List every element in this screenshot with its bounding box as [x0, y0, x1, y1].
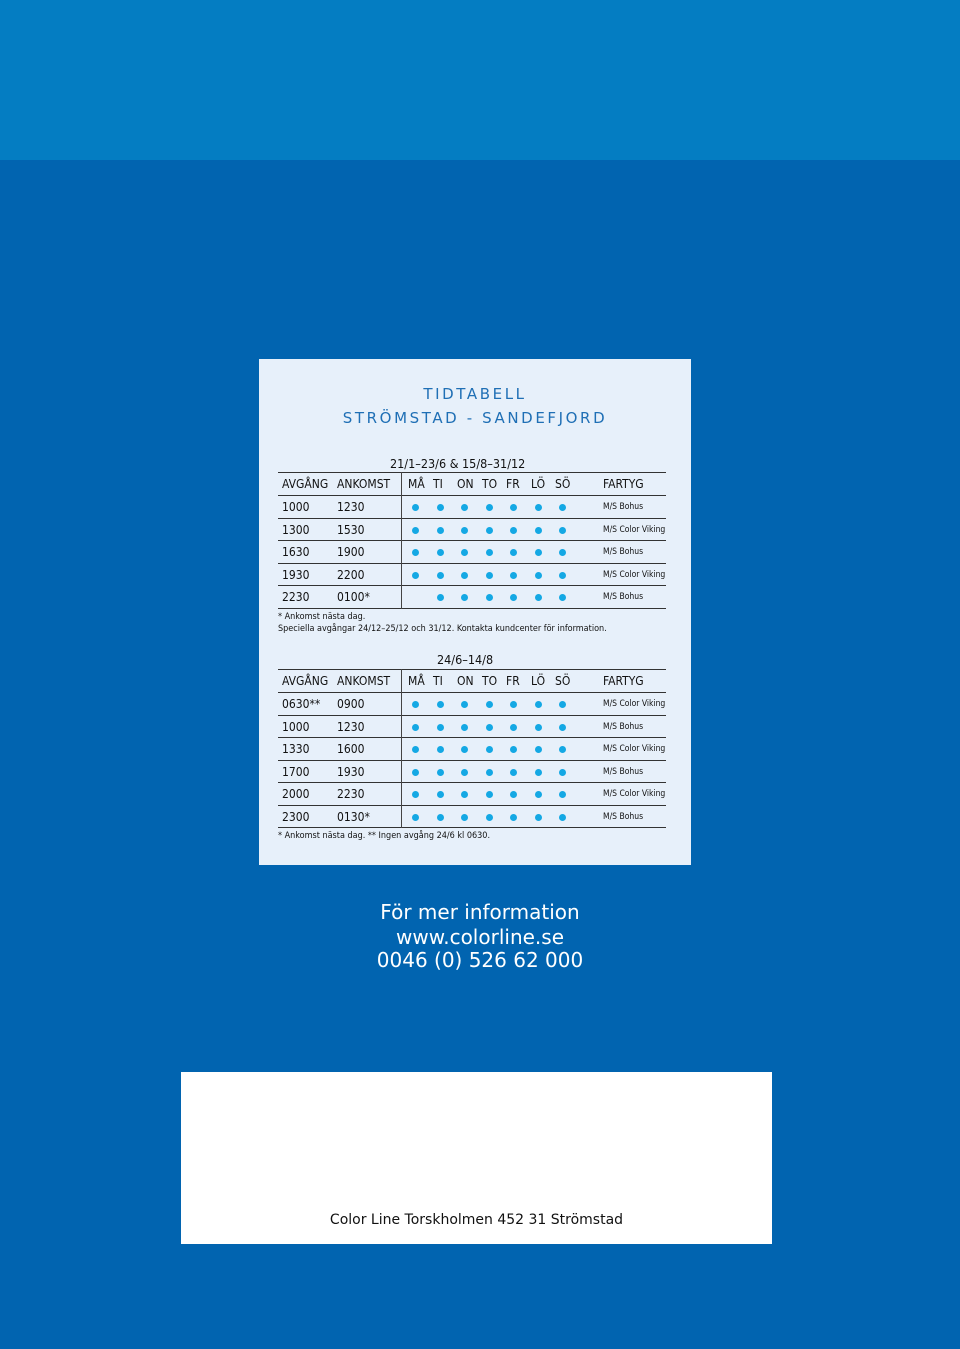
service-day-dot	[486, 594, 493, 601]
service-day-dot	[510, 814, 517, 821]
service-day-dot	[510, 549, 517, 556]
service-day-dot	[535, 594, 542, 601]
header-day: LÖ	[531, 674, 546, 688]
arrival-time: 0900	[337, 697, 365, 711]
service-day-dot	[437, 594, 444, 601]
website-link[interactable]: www.colorline.se	[395, 925, 565, 949]
table-row	[278, 783, 666, 806]
table2-period: 24/6–14/8	[437, 652, 494, 667]
service-day-dot	[510, 769, 517, 776]
service-day-dot	[437, 724, 444, 731]
service-day-dot	[412, 549, 419, 556]
departure-time: 1300	[282, 522, 310, 537]
service-day-dot	[461, 572, 468, 579]
header-day: ON	[457, 674, 474, 688]
arrival-time: 2200	[337, 567, 365, 582]
service-day-dot	[412, 746, 419, 753]
departure-time: 1000	[282, 719, 310, 734]
service-day-dot	[559, 724, 566, 731]
service-day-dot	[559, 701, 566, 708]
service-day-dot	[461, 527, 468, 534]
header-day: TI	[433, 674, 443, 688]
top-color-band	[0, 0, 960, 160]
arrival-time: 1530	[337, 522, 365, 537]
header-day: SÖ	[555, 477, 571, 491]
service-day-dot	[437, 701, 444, 708]
departure-time: 2300	[282, 809, 310, 824]
service-day-dot	[535, 724, 542, 731]
service-day-dot	[412, 504, 419, 511]
timetable-1	[278, 472, 666, 609]
address-text: Color Line Torskholmen 452 31 Strömstad	[329, 1212, 624, 1228]
arrival-time: 2230	[337, 787, 365, 801]
service-day-dot	[510, 724, 517, 731]
departure-time: 1630	[282, 545, 310, 559]
ship-name: M/S Bohus	[603, 811, 644, 822]
service-day-dot	[510, 746, 517, 753]
service-day-dot	[461, 814, 468, 821]
service-day-dot	[535, 746, 542, 753]
arrival-time: 1230	[337, 719, 365, 734]
departure-time: 0630**	[282, 697, 321, 711]
service-day-dot	[535, 549, 542, 556]
service-day-dot	[461, 769, 468, 776]
ship-name: M/S Bohus	[603, 592, 644, 602]
service-day-dot	[461, 791, 468, 798]
service-day-dot	[461, 549, 468, 556]
ship-name: M/S Bohus	[603, 502, 644, 512]
header-day: TO	[482, 674, 498, 688]
service-day-dot	[535, 814, 542, 821]
service-day-dot	[486, 572, 493, 579]
table-row	[278, 541, 666, 564]
header-day: FR	[506, 674, 520, 688]
service-day-dot	[535, 572, 542, 579]
service-day-dot	[535, 504, 542, 511]
ship-name: M/S Color Viking	[603, 789, 666, 799]
header-day: MÅ	[408, 477, 425, 491]
header-day: FR	[506, 477, 520, 491]
departure-time: 1000	[282, 500, 310, 514]
table-row	[278, 564, 666, 587]
table-row	[278, 761, 666, 784]
phone-number: 0046 (0) 526 62 000	[376, 948, 584, 972]
service-day-dot	[510, 594, 517, 601]
departure-time: 2000	[282, 787, 310, 801]
service-day-dot	[437, 527, 444, 534]
route-title: STRÖMSTAD - SANDEFJORD	[342, 409, 608, 427]
header-day: MÅ	[408, 674, 425, 688]
table-row	[278, 738, 666, 761]
header-day: LÖ	[531, 477, 546, 491]
service-day-dot	[437, 549, 444, 556]
service-day-dot	[486, 724, 493, 731]
service-day-dot	[486, 504, 493, 511]
header-day: ON	[457, 477, 474, 491]
service-day-dot	[559, 549, 566, 556]
arrival-time: 1600	[337, 742, 365, 756]
service-day-dot	[412, 814, 419, 821]
table1-period: 21/1–23/6 & 15/8–31/12	[390, 456, 526, 471]
header-avgang: AVGÅNG	[282, 674, 329, 688]
service-day-dot	[486, 814, 493, 821]
column-divider	[401, 472, 402, 609]
service-day-dot	[535, 791, 542, 798]
service-day-dot	[437, 572, 444, 579]
service-day-dot	[486, 791, 493, 798]
table1-note-1: * Ankomst nästa dag.	[278, 612, 366, 622]
service-day-dot	[510, 572, 517, 579]
service-day-dot	[412, 701, 419, 708]
service-day-dot	[486, 769, 493, 776]
service-day-dot	[412, 724, 419, 731]
header-day: SÖ	[555, 674, 571, 688]
service-day-dot	[510, 701, 517, 708]
service-day-dot	[437, 769, 444, 776]
departure-time: 1330	[282, 742, 310, 756]
service-day-dot	[559, 572, 566, 579]
service-day-dot	[437, 814, 444, 821]
ship-name: M/S Bohus	[603, 766, 644, 777]
service-day-dot	[437, 791, 444, 798]
table-header-row	[278, 472, 666, 496]
service-day-dot	[461, 504, 468, 511]
table2-note-1: * Ankomst nästa dag. ** Ingen avgång 24/6 kl 0630.	[278, 831, 491, 841]
arrival-time: 0100*	[337, 590, 370, 604]
departure-time: 1700	[282, 764, 310, 779]
departure-time: 2230	[282, 590, 310, 604]
header-fartyg: FARTYG	[603, 674, 644, 688]
table-row	[278, 716, 666, 739]
info-heading: För mer information	[380, 900, 580, 924]
departure-time: 1930	[282, 567, 310, 582]
arrival-time: 0130*	[337, 809, 370, 824]
service-day-dot	[510, 791, 517, 798]
service-day-dot	[559, 769, 566, 776]
arrival-time: 1230	[337, 500, 365, 514]
timetable-card	[259, 359, 691, 865]
header-ankomst: ANKOMST	[337, 674, 391, 688]
table1-note-2: Speciella avgångar 24/12–25/12 och 31/12. Kontakta kundcenter för information.	[278, 624, 607, 634]
table-row	[278, 519, 666, 542]
service-day-dot	[486, 549, 493, 556]
ship-name: M/S Bohus	[603, 721, 644, 732]
ship-name: M/S Bohus	[603, 547, 644, 557]
address-box	[181, 1072, 772, 1244]
service-day-dot	[559, 504, 566, 511]
service-day-dot	[486, 746, 493, 753]
service-day-dot	[412, 527, 419, 534]
service-day-dot	[535, 701, 542, 708]
arrival-time: 1900	[337, 545, 365, 559]
table-row	[278, 496, 666, 519]
table-row	[278, 806, 666, 829]
header-avgang: AVGÅNG	[282, 477, 329, 491]
service-day-dot	[461, 594, 468, 601]
ship-name: M/S Color Viking	[603, 524, 666, 535]
service-day-dot	[412, 572, 419, 579]
service-day-dot	[437, 746, 444, 753]
service-day-dot	[486, 527, 493, 534]
timetable-2	[278, 669, 666, 828]
service-day-dot	[559, 791, 566, 798]
service-day-dot	[437, 504, 444, 511]
service-day-dot	[486, 701, 493, 708]
service-day-dot	[559, 814, 566, 821]
header-ankomst: ANKOMST	[337, 477, 391, 491]
table-row	[278, 693, 666, 716]
header-fartyg: FARTYG	[603, 477, 644, 491]
service-day-dot	[461, 746, 468, 753]
service-day-dot	[559, 594, 566, 601]
column-divider	[401, 669, 402, 828]
table-row	[278, 586, 666, 609]
header-day: TO	[482, 477, 498, 491]
service-day-dot	[559, 746, 566, 753]
service-day-dot	[510, 504, 517, 511]
ship-name: M/S Color Viking	[603, 569, 666, 580]
service-day-dot	[412, 769, 419, 776]
header-day: TI	[433, 477, 443, 491]
table-header-row	[278, 669, 666, 693]
ship-name: M/S Color Viking	[603, 699, 666, 709]
service-day-dot	[412, 791, 419, 798]
ship-name: M/S Color Viking	[603, 744, 666, 754]
service-day-dot	[535, 527, 542, 534]
timetable-title: TIDTABELL	[423, 385, 527, 403]
service-day-dot	[461, 724, 468, 731]
service-day-dot	[510, 527, 517, 534]
service-day-dot	[461, 701, 468, 708]
service-day-dot	[559, 527, 566, 534]
service-day-dot	[535, 769, 542, 776]
arrival-time: 1930	[337, 764, 365, 779]
